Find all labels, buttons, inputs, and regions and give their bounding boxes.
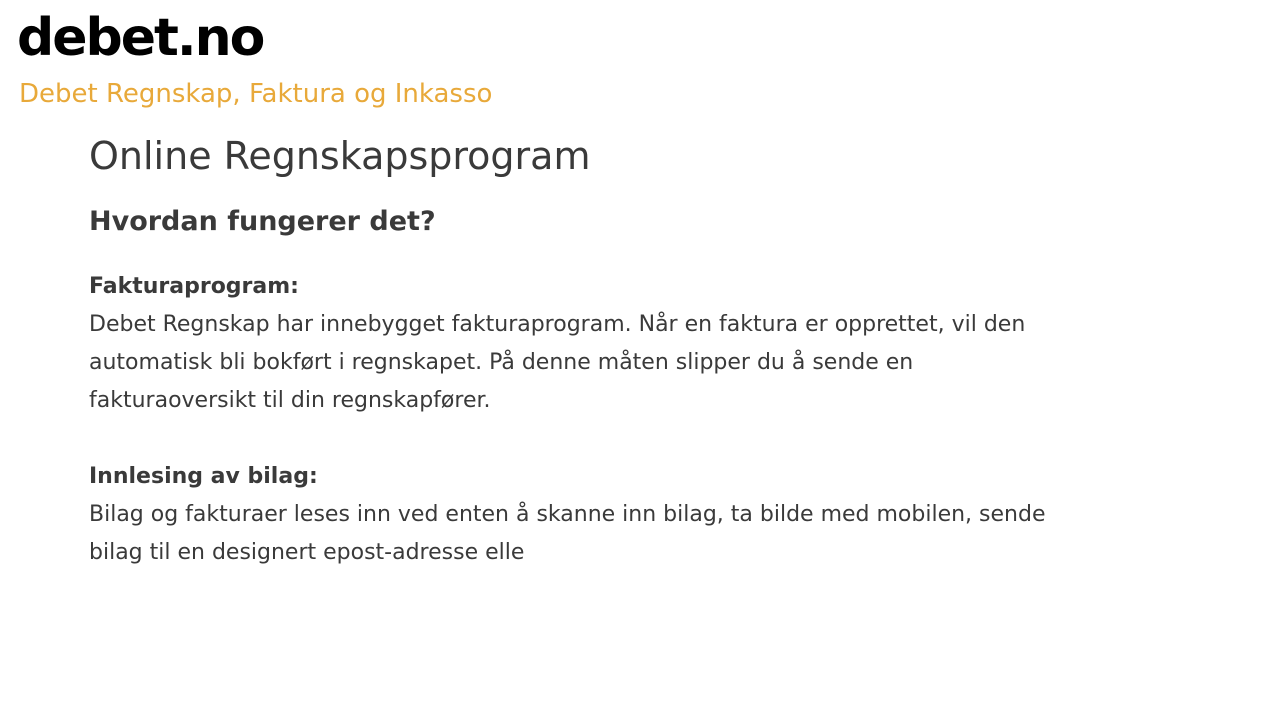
site-logo[interactable]: debet.no bbox=[17, 8, 264, 68]
page-title: Online Regnskapsprogram bbox=[89, 134, 591, 178]
feature-label: Innlesing av bilag: bbox=[89, 464, 318, 489]
feature-description: Debet Regnskap har innebygget fakturaprogram. Når en faktura er opprettet, vil den automatisk bli bokført i regnskapet. På denne måten slipper du å sende en fakturaoversikt til din regnskapfører. bbox=[89, 312, 1026, 413]
section-heading: Hvordan fungerer det? bbox=[89, 206, 436, 237]
site-tagline: Debet Regnskap, Faktura og Inkasso bbox=[19, 79, 493, 109]
feature-label: Fakturaprogram: bbox=[89, 274, 299, 299]
feature-block-invoice bbox=[89, 268, 1069, 420]
feature-description: Bilag og fakturaer leses inn ved enten å skanne inn bilag, ta bilde med mobilen, sende bilag til en designert epost-adresse elle bbox=[89, 502, 1046, 565]
feature-block-vouchers bbox=[89, 458, 1069, 572]
